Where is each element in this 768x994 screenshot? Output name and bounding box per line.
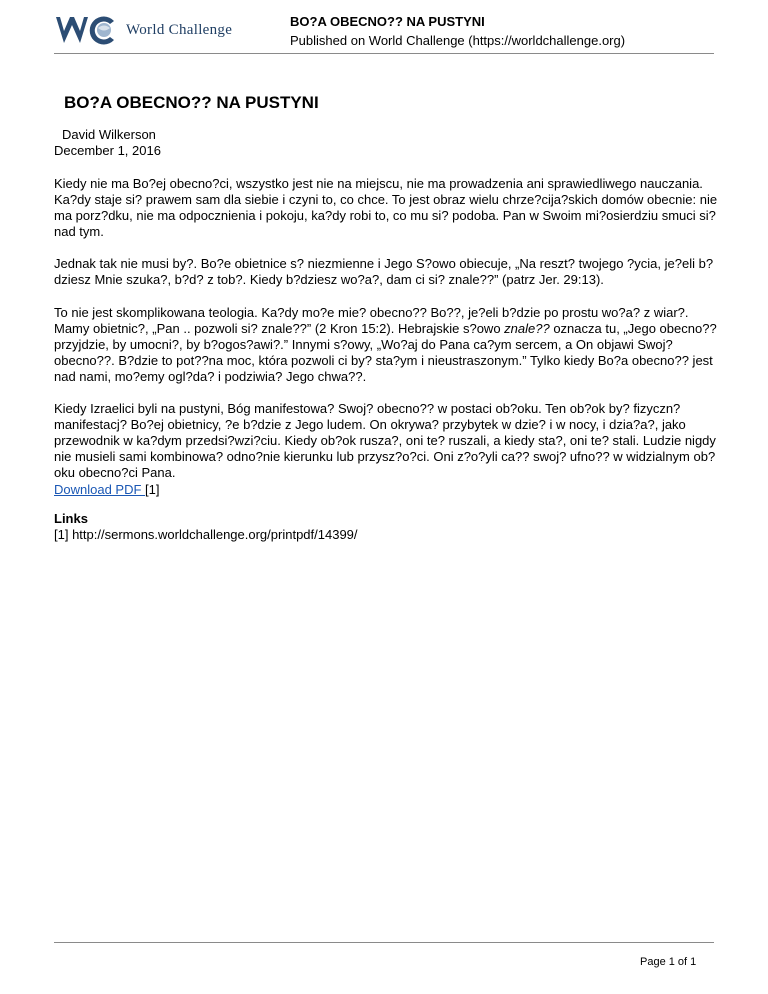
wc-logo-mark-icon — [54, 13, 124, 47]
paragraph-3-part-b: oznacza tu, „Jego obecno?? przyjdzie, by umocni?, by b?ogos?awi?.” Innymi s?owy, „Wo?aj do Pana ca?ym sercem, a On objawi Swoj? obecno??. B?dzie to pot??na moc, która pozwoli ci by? sta?ym i nieustraszonym.” Tylko kiedy Bo?a obecno?? jest nad nami, mo?emy ogl?da? i podziwia? Jego chwa??. — [54, 320, 717, 384]
download-row — [54, 482, 160, 497]
page-number: Page 1 of 1 — [640, 956, 697, 968]
paragraph-3-emphasis: znale?? — [504, 320, 550, 336]
paragraph-2: Jednak tak nie musi by?. Bo?e obietnice s? niezmienne i Jego S?owo obiecuje, „Na reszt? twojego ?ycia, je?eli b?dziesz Mnie szuka?, b?d? z tob?. Kiedy b?dziesz wo?a?, dam ci si? znale??” (patrz Jer. 29:13). — [54, 256, 714, 288]
header-divider — [54, 53, 714, 54]
download-ref: [1] — [145, 482, 160, 497]
footer-divider — [54, 942, 714, 943]
header-title: BO?A OBECNO?? NA PUSTYNI — [290, 14, 485, 29]
article-date: December 1, 2016 — [54, 143, 161, 158]
paragraph-1: Kiedy nie ma Bo?ej obecno?ci, wszystko jest nie na miejscu, nie ma prowadzenia ani sprawiedliwego nauczania. Ka?dy staje si? prawem sam dla siebie i czyni to, co chce. To jest obraz wielu chrze?cija?skich domów obecnie: nie ma porz?dku, nie ma odpocznienia i pokoju, ka?dy robi to, co mu si? podoba. Pan w Swoim mi?osierdziu smuci si? nad tym. — [54, 176, 718, 240]
page-header — [0, 0, 768, 54]
paragraph-3 — [54, 305, 718, 385]
links-item-1: [1] http://sermons.worldchallenge.org/printpdf/14399/ — [54, 527, 358, 542]
paragraph-4: Kiedy Izraelici byli na pustyni, Bóg manifestowa? Swoj? obecno?? w postaci ob?oku. Ten ob?ok by? fizyczn? manifestacj? Bo?ej obietnicy, ?e b?dzie z Jego ludem. On okrywa? przybytek w dzie? i w nocy, i dzia?a?, jako przewodnik w ka?dym przedsi?wzi?ciu. Kiedy ob?ok rusza?, oni te? ruszali, a kiedy sta?, oni te? stali. Ludzie nigdy nie musieli sami kombinowa? odno?nie kierunku lub przysz?o?ci. Oni z?o?yli ca?? swoj? ufno?? w widzialnym ob?oku obecno?ci Pana. — [54, 401, 716, 481]
world-challenge-logo — [54, 13, 269, 47]
article-author: David Wilkerson — [62, 127, 156, 142]
header-subtitle: Published on World Challenge (https://worldchallenge.org) — [290, 33, 626, 48]
logo-wordmark: World Challenge — [126, 22, 233, 38]
article-title: BO?A OBECNO?? NA PUSTYNI — [64, 93, 319, 112]
paragraph-3-part-a: To nie jest skomplikowana teologia. Ka?dy mo?e mie? obecno?? Bo??, je?eli b?dzie po prostu wo?a? z wiar?. Mamy obietnic?, „Pan .. pozwoli si? znale??” (2 Kron 15:2). Hebrajskie s?owo — [54, 304, 689, 336]
links-heading: Links — [54, 511, 88, 526]
download-pdf-link[interactable]: Download PDF — [54, 482, 146, 497]
article-body — [54, 176, 718, 498]
